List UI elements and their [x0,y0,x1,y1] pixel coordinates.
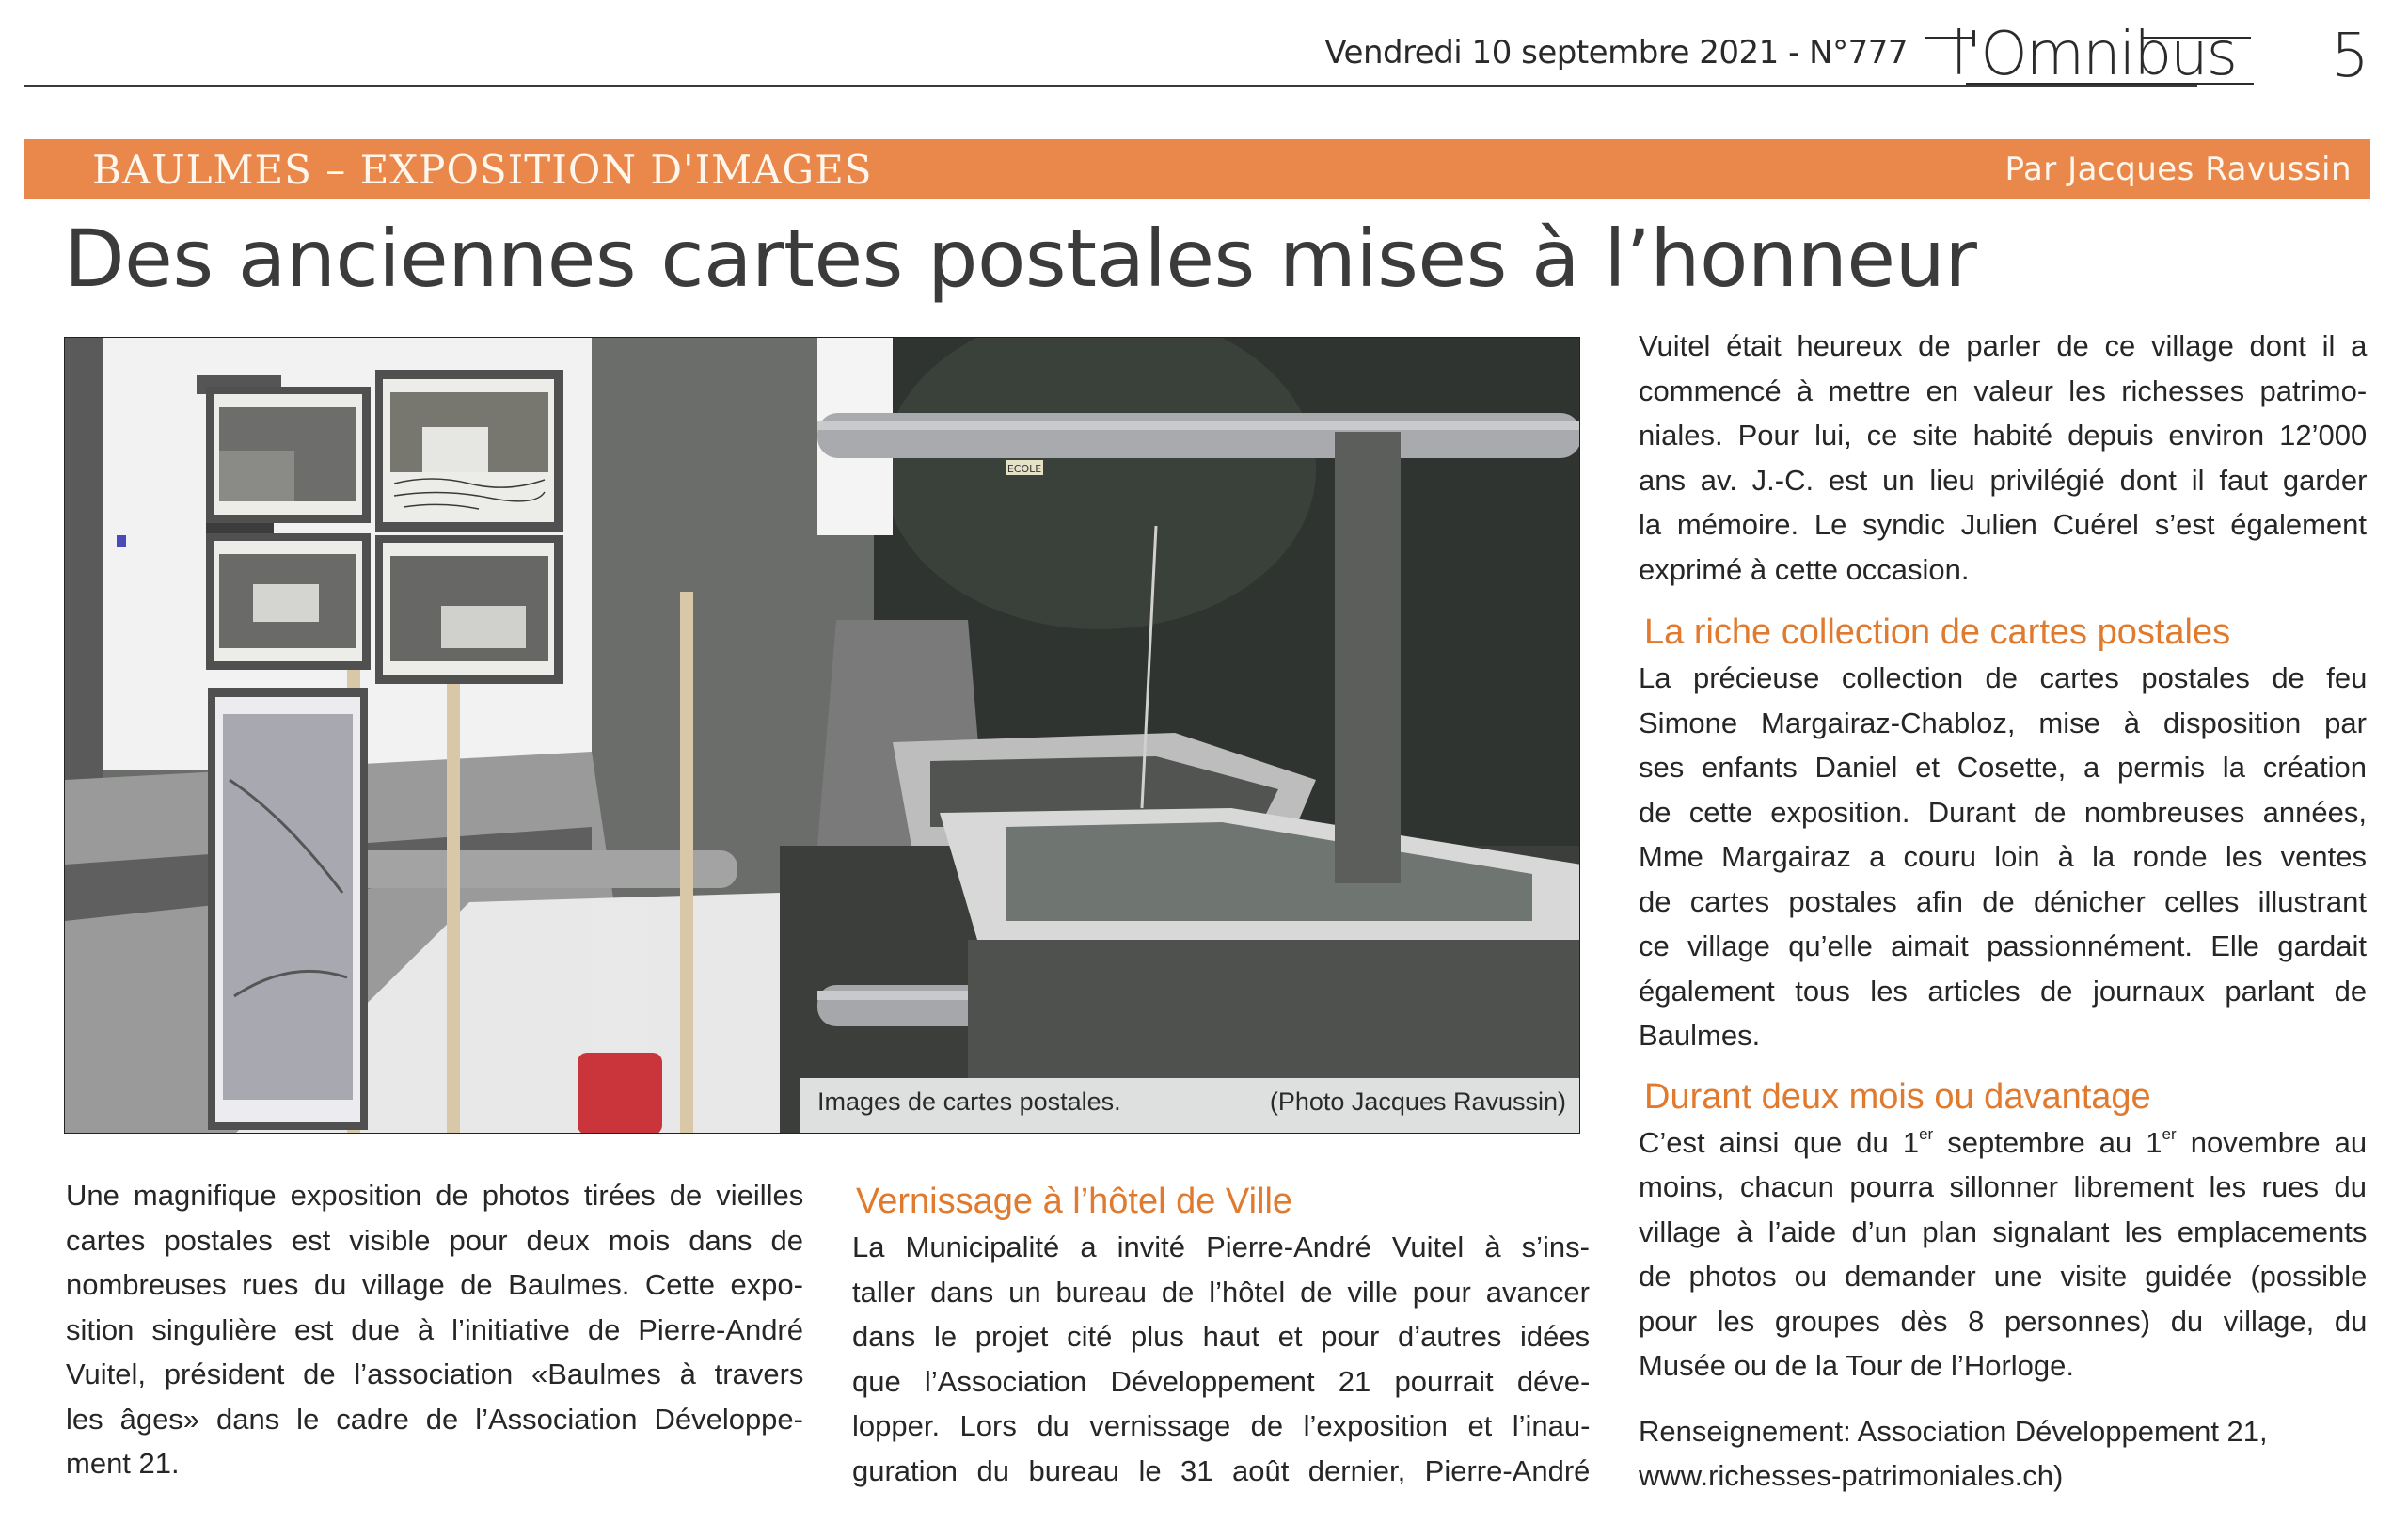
text-line: niales. Pour lui, ce site habité depuis environ 12’000 [1639,419,2368,452]
text-line [1639,1120,2367,1166]
subhead-duration: Durant deux mois ou davantage [1644,1076,2151,1117]
text-line: lopper. Lors du vernissage de l’exposition et l’inau- [852,1409,1591,1442]
dateline: Vendredi 10 septembre 2021 - N°777 [1324,34,1908,71]
text-line: Musée ou de la Tour de l’Horloge. [1639,1349,2074,1382]
article-column-left [66,1173,803,1486]
text-line: village à l’aide d’un plan signalant les emplacements [1639,1214,2368,1248]
text-line: Une magnifique exposition de photos tirées de vieilles [66,1179,804,1212]
article-headline: Des anciennes cartes postales mises à l’honneur [64,213,1977,305]
subhead-collection: La riche collection de cartes postales [1644,612,2231,652]
author-byline: Par Jacques Ravussin [2004,151,2352,188]
text-line: ment 21. [66,1447,180,1480]
text-line: dans le projet cité plus haut et pour d’autres idées [852,1320,1591,1353]
text-line: La précieuse collection de cartes postales de feu [1639,661,2368,694]
vernissage-paragraph [852,1225,1590,1493]
photo-caption [800,1078,1580,1133]
article-photo [64,337,1580,1134]
text-line: Vuitel, président de l’association «Baulmes à travers [66,1357,804,1390]
text-line: nombreuses rues du village de Baulmes. Cette expo- [66,1268,803,1301]
intro-paragraph [1639,324,2367,592]
superscript: er [1919,1124,1934,1143]
text-fragment: septembre au 1 [1933,1125,2162,1159]
text-line: les âges» dans le cadre de l’Association Développe- [66,1402,803,1436]
photo-illustration [65,338,1580,1134]
text-line: Baulmes. [1639,1019,1761,1052]
text-line: exprimé à cette occasion. [1639,552,1970,586]
superscript: er [2162,1124,2177,1143]
text-line: sition singulière est due à l’initiative de Pierre-André [66,1312,803,1346]
text-line: de cette exposition. Durant de nombreuses années, [1639,795,2368,829]
text-fragment: C’est ainsi que du 1 [1639,1125,1920,1159]
ecole-sign: ECOLE [1006,463,1042,475]
text-line: La Municipalité a invité Pierre-André Vuitel à s’ins- [852,1230,1590,1263]
text-line: de photos ou demander une visite guidée (possible [1639,1260,2368,1293]
masthead-rule [24,85,2197,87]
text-line: Renseignement: Association Développement 21, [1639,1414,2268,1448]
text-line: guration du bureau le 31 août dernier, Pierre-André [852,1453,1591,1487]
lead-paragraph [66,1173,803,1486]
duration-paragraph [1639,1120,2367,1389]
info-paragraph [1639,1409,2367,1499]
text-line: également tous les articles de journaux parlant de [1639,974,2368,1008]
article-column-right [1639,324,2367,1499]
text-line: ses enfants Daniel et Cosette, a permis la création [1639,751,2367,784]
text-line: ce village qu’elle aimait passionnément. Elle gardait [1639,929,2367,962]
text-line: ans av. J.-C. est un lieu privilégié dont il faut garder [1639,463,2368,497]
text-line: Simone Margairaz-Chabloz, mise à disposition par [1639,706,2367,739]
rubric-band [24,139,2370,199]
subhead-vernissage: Vernissage à l’hôtel de Ville [856,1182,1293,1221]
caption-text: Images de cartes postales. [817,1087,1121,1116]
website-link[interactable]: www.richesses-patrimoniales.ch) [1639,1459,2064,1492]
page-number: 5 [2331,22,2369,91]
text-line: moins, chacun pourra sillonner librement les rues du [1639,1170,2367,1203]
text-line: taller dans un bureau de l’hôtel de ville pour avancer [852,1275,1590,1309]
text-fragment: novembre au [2176,1125,2368,1159]
rubric-title: BAULMES – EXPOSITION D'IMAGES [92,147,873,193]
text-line: de cartes postales afin de dénicher celles illustrant [1639,884,2367,918]
text-line: commencé à mettre en valeur les richesses patrimo- [1639,373,2368,407]
omnibus-logo [1925,20,2282,89]
photo-credit: (Photo Jacques Ravussin) [1269,1087,1566,1116]
text-line: Vuitel était heureux de parler de ce village dont il a [1639,329,2368,362]
text-line: pour les groupes dès 8 personnes) du village, du [1639,1304,2368,1338]
collection-paragraph [1639,656,2367,1058]
text-line: Mme Margairaz a couru loin à la ronde les ventes [1639,840,2367,873]
article-column-middle [852,1178,1590,1493]
text-line: la mémoire. Le syndic Julien Cuérel s’est également [1639,508,2367,541]
logo-text: l'Omnibus [1951,20,2236,89]
text-line: cartes postales est visible pour deux mois dans de [66,1223,803,1257]
text-line: que l’Association Développement 21 pourrait déve- [852,1364,1591,1398]
